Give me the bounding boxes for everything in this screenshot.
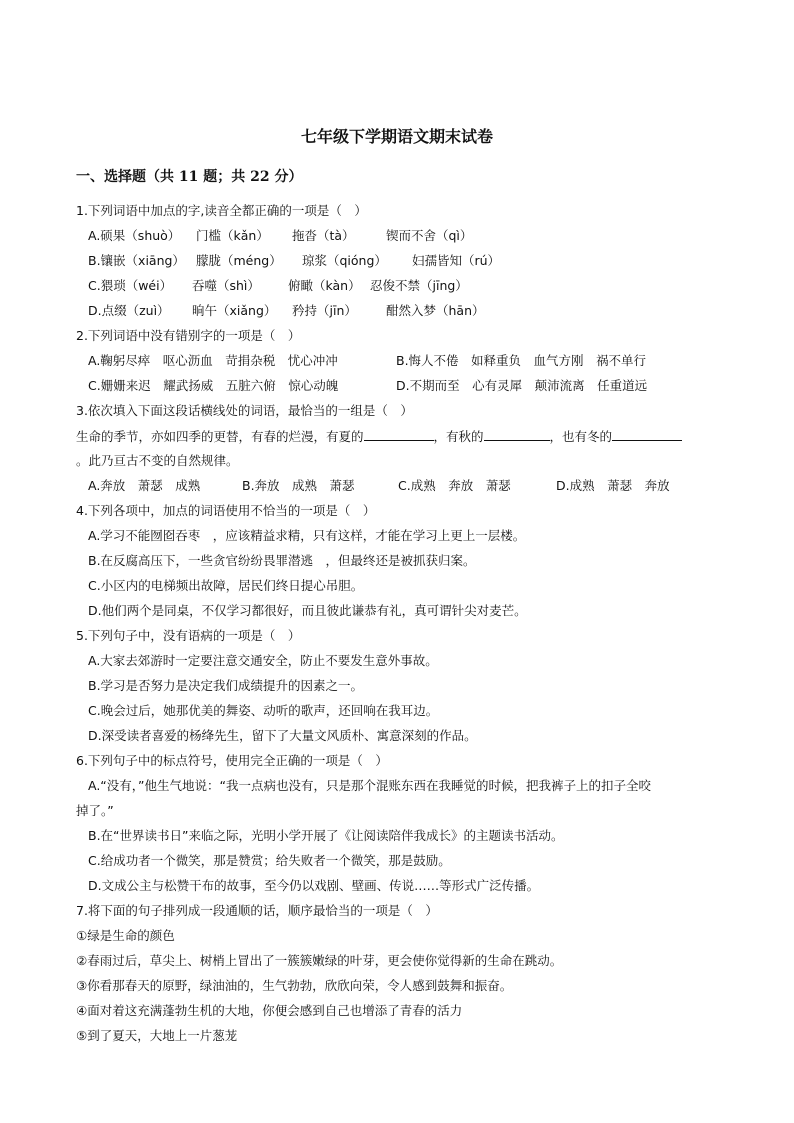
q4-option-c: C.小区内的电梯频出故障，居民们终日提心吊胆。: [88, 578, 364, 593]
q3-passage: [76, 427, 682, 446]
question-1-stem: 1.下列词语中加点的字,读音全都正确的一项是（ ）: [76, 203, 367, 218]
q3-blank-3: [612, 427, 682, 441]
q2-option-d: D.不期而至 心有灵犀 颠沛流离 任重道远: [396, 378, 648, 393]
question-2-stem: 2.下列词语中没有错别字的一项是（ ）: [76, 328, 301, 343]
q1-option-c-1: C.猥琐（wéi）: [88, 278, 173, 293]
q1-option-a-1: A.硕果（shuò）: [88, 228, 181, 243]
q7-sentence-2: ②春雨过后，草尖上、树梢上冒出了一簇簇嫩绿的叶芽，更会使你觉得新的生命在跳动。: [76, 953, 563, 968]
q1-option-b-1: B.镶嵌（xiāng）: [88, 253, 185, 268]
q1-option-d-2: 晌午（xiǎng）: [192, 303, 277, 318]
q7-sentence-3: ③你看那春天的原野，绿油油的，生气勃勃，欣欣向荣，令人感到鼓舞和振奋。: [76, 978, 513, 993]
q2-option-b: B.悔人不倦 如释重负 血气方刚 祸不单行: [396, 353, 647, 368]
q3-option-b: B.奔放 成熟 萧瑟: [242, 478, 355, 493]
question-5-stem: 5.下列句子中，没有语病的一项是（ ）: [76, 628, 301, 643]
q3-blank-2: [484, 427, 550, 441]
q4-option-d: D.他们两个是同桌，不仅学习都很好，而且彼此谦恭有礼，真可谓针尖对麦芒。: [88, 603, 527, 618]
q1-option-b-4: 妇孺皆知（rú）: [412, 253, 501, 268]
q6-option-b: B.在“世界读书日”来临之际，光明小学开展了《让阅读陪伴我成长》的主题读书活动。: [88, 828, 564, 843]
q5-option-b: B.学习是否努力是决定我们成绩提升的因素之一。: [88, 678, 364, 693]
q1-option-d-1: D.点缀（zuì）: [88, 303, 170, 318]
q6-option-d: D.文成公主与松赞干布的故事，至今仍以戏剧、壁画、传说……等形式广泛传播。: [88, 878, 540, 893]
section-heading: 一、选择题（共 11 题；共 22 分）: [76, 169, 303, 185]
q7-sentence-4: ④面对着这充满蓬勃生机的大地，你便会感到自己也增添了青春的活力: [76, 1003, 463, 1018]
q4-option-b: B.在反腐高压下，一些贪官纷纷畏罪潜逃 ，但最终还是被抓获归案。: [88, 553, 476, 568]
question-4-stem: 4.下列各项中，加点的词语使用不恰当的一项是（ ）: [76, 503, 376, 518]
question-7-stem: 7.将下面的句子排列成一段通顺的话，顺序最恰当的一项是（ ）: [76, 903, 438, 918]
q3-passage-c: ，也有冬的: [549, 429, 613, 444]
q3-passage-b: ，有秋的: [433, 429, 484, 444]
q2-option-c: C.姗姗来迟 耀武扬威 五脏六俯 惊心动魄: [88, 378, 339, 393]
q1-option-b-3: 琼浆（qióng）: [302, 253, 387, 268]
question-6-stem: 6.下列句子中的标点符号，使用完全正确的一项是（ ）: [76, 753, 388, 768]
q5-option-a: A.大家去郊游时一定要注意交通安全，防止不要发生意外事故。: [88, 653, 438, 668]
q2-option-a: A.鞠躬尽瘁 呕心沥血 苛捐杂税 忧心冲冲: [88, 353, 338, 368]
q7-sentence-5: ⑤到了夏天，大地上一片葱茏: [76, 1028, 238, 1043]
q3-passage-end: 。此乃亘古不变的自然规律。: [76, 453, 239, 468]
q7-sentence-1: ①绿是生命的颜色: [76, 928, 175, 943]
question-3-stem: 3.依次填入下面这段话横线处的词语，最恰当的一组是（ ）: [76, 403, 413, 418]
q4-option-a: A.学习不能囫囵吞枣 ，应该精益求精，只有这样，才能在学习上更上一层楼。: [88, 528, 526, 543]
q6-option-a: A.“没有，”他生气地说：“我一点病也没有，只是那个混账东西在我睡觉的时候，把我裤子上的扣子全咬: [88, 778, 651, 793]
q1-option-a-4: 锲而不舍（qì）: [386, 228, 473, 243]
q6-option-c: C.给成功者一个微笑，那是赞赏；给失败者一个微笑，那是鼓励。: [88, 853, 451, 868]
q1-option-d-3: 矜持（jīn）: [292, 303, 357, 318]
q1-option-a-2: 门槛（kǎn）: [196, 228, 269, 243]
q3-passage-a: 生命的季节，亦如四季的更替，有春的烂漫，有夏的: [76, 429, 364, 444]
q1-option-d-4: 酣然入梦（hān）: [386, 303, 485, 318]
q1-option-c-4: 忍俊不禁（jīng）: [370, 278, 468, 293]
q5-option-d: D.深受读者喜爱的杨绛先生，留下了大量文风质朴、寓意深刻的作品。: [88, 728, 477, 743]
q1-option-b-2: 朦胧（méng）: [196, 253, 282, 268]
q3-blank-1: [364, 427, 434, 441]
q1-option-c-2: 吞噬（shì）: [192, 278, 260, 293]
q3-option-a: A.奔放 萧瑟 成熟: [88, 478, 201, 493]
q1-option-a-3: 拖沓（tà）: [292, 228, 355, 243]
q6-option-a-cont: 掉了。”: [76, 803, 114, 818]
q5-option-c: C.晚会过后，她那优美的舞姿、动听的歌声，还回响在我耳边。: [88, 703, 439, 718]
q1-option-c-3: 俯瞰（kàn）: [288, 278, 361, 293]
q3-option-c: C.成熟 奔放 萧瑟: [398, 478, 511, 493]
q3-option-d: D.成熟 萧瑟 奔放: [556, 478, 670, 493]
exam-title: 七年级下学期语文期末试卷: [300, 127, 493, 146]
